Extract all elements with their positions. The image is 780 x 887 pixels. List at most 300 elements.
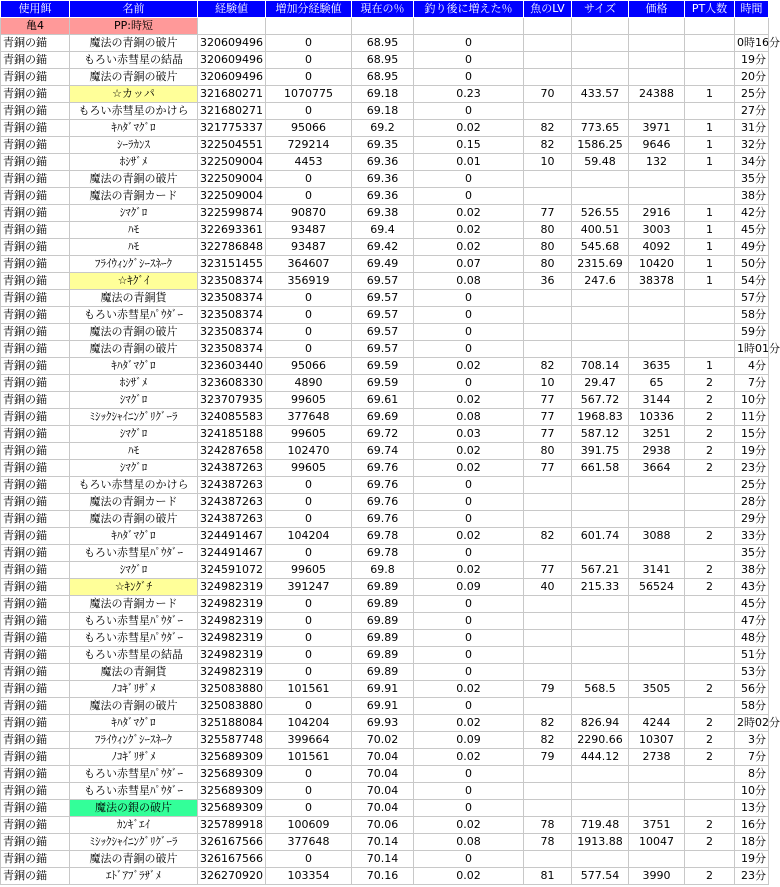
cell-price[interactable] [629, 613, 685, 630]
cell-price[interactable]: 9646 [629, 137, 685, 154]
cell-exp-gain[interactable]: 0 [266, 698, 352, 715]
cell-bait[interactable]: 青銅の錨 [1, 630, 70, 647]
cell-pt-count[interactable]: 2 [685, 834, 735, 851]
cell-size[interactable] [572, 494, 629, 511]
cell-pt-count[interactable] [685, 630, 735, 647]
cell-pt-count[interactable] [685, 545, 735, 562]
cell-bait[interactable]: 青銅の錨 [1, 341, 70, 358]
cell-fish-lv[interactable] [524, 596, 572, 613]
cell-exp-gain[interactable]: 100609 [266, 817, 352, 834]
cell-bait[interactable]: 青銅の錨 [1, 511, 70, 528]
cell-name[interactable]: もろい赤彗星の結晶 [70, 52, 198, 69]
cell-pt-count[interactable]: 1 [685, 222, 735, 239]
cell-size[interactable]: 59.48 [572, 154, 629, 171]
subheader-bait[interactable]: 亀4 [1, 18, 70, 35]
cell-time[interactable]: 53分 [735, 664, 769, 681]
cell-pct-gain[interactable]: 0.08 [414, 834, 524, 851]
cell-bait[interactable]: 青銅の錨 [1, 290, 70, 307]
cell-bait[interactable]: 青銅の錨 [1, 426, 70, 443]
cell-fish-lv[interactable] [524, 290, 572, 307]
cell-pct-gain[interactable]: 0 [414, 477, 524, 494]
cell-pct-gain[interactable]: 0.07 [414, 256, 524, 273]
cell-price[interactable] [629, 188, 685, 205]
cell-price[interactable] [629, 103, 685, 120]
cell-time[interactable]: 45分 [735, 596, 769, 613]
cell-exp-gain[interactable]: 95066 [266, 120, 352, 137]
cell-pct-gain[interactable]: 0 [414, 103, 524, 120]
cell-exp-gain[interactable]: 0 [266, 171, 352, 188]
cell-fish-lv[interactable]: 82 [524, 120, 572, 137]
cell-exp-gain[interactable]: 0 [266, 69, 352, 86]
cell-pt-count[interactable] [685, 698, 735, 715]
cell-bait[interactable]: 青銅の錨 [1, 800, 70, 817]
cell-exp-gain[interactable]: 0 [266, 766, 352, 783]
cell-size[interactable] [572, 545, 629, 562]
cell-pt-count[interactable]: 2 [685, 426, 735, 443]
cell-name[interactable]: ｼﾏｸﾞﾛ [70, 562, 198, 579]
cell-price[interactable]: 3003 [629, 222, 685, 239]
cell-pt-count[interactable] [685, 290, 735, 307]
cell-bait[interactable]: 青銅の錨 [1, 273, 70, 290]
cell-exp-gain[interactable]: 0 [266, 103, 352, 120]
cell-price[interactable] [629, 545, 685, 562]
cell-fish-lv[interactable] [524, 494, 572, 511]
table-cell[interactable] [198, 18, 266, 35]
cell-size[interactable]: 577.54 [572, 868, 629, 885]
cell-pt-count[interactable] [685, 307, 735, 324]
cell-current-pct[interactable]: 69.57 [352, 341, 414, 358]
cell-bait[interactable]: 青銅の錨 [1, 375, 70, 392]
cell-time[interactable]: 42分 [735, 205, 769, 222]
cell-size[interactable]: 444.12 [572, 749, 629, 766]
cell-exp[interactable]: 324982319 [198, 579, 266, 596]
cell-pct-gain[interactable]: 0 [414, 596, 524, 613]
cell-exp-gain[interactable]: 0 [266, 664, 352, 681]
cell-time[interactable]: 11分 [735, 409, 769, 426]
cell-price[interactable] [629, 69, 685, 86]
cell-time[interactable]: 13分 [735, 800, 769, 817]
cell-fish-lv[interactable]: 82 [524, 732, 572, 749]
header-exp-gain[interactable]: 増加分経験値 [266, 1, 352, 18]
cell-pct-gain[interactable]: 0 [414, 613, 524, 630]
cell-size[interactable] [572, 766, 629, 783]
cell-exp[interactable]: 323151455 [198, 256, 266, 273]
cell-fish-lv[interactable] [524, 545, 572, 562]
cell-time[interactable]: 15分 [735, 426, 769, 443]
cell-pt-count[interactable]: 2 [685, 409, 735, 426]
cell-exp-gain[interactable]: 0 [266, 545, 352, 562]
cell-pt-count[interactable]: 1 [685, 256, 735, 273]
cell-current-pct[interactable]: 69.76 [352, 494, 414, 511]
cell-price[interactable]: 3251 [629, 426, 685, 443]
cell-current-pct[interactable]: 69.69 [352, 409, 414, 426]
cell-time[interactable]: 3分 [735, 732, 769, 749]
cell-current-pct[interactable]: 70.04 [352, 766, 414, 783]
cell-exp[interactable]: 323508374 [198, 307, 266, 324]
header-pct-gain[interactable]: 釣り後に増えた％ [414, 1, 524, 18]
cell-price[interactable]: 3144 [629, 392, 685, 409]
cell-exp-gain[interactable]: 0 [266, 800, 352, 817]
cell-exp[interactable]: 325083880 [198, 698, 266, 715]
table-cell[interactable] [352, 18, 414, 35]
cell-size[interactable]: 433.57 [572, 86, 629, 103]
header-time[interactable]: 時間 [735, 1, 769, 18]
cell-fish-lv[interactable]: 77 [524, 426, 572, 443]
cell-pt-count[interactable]: 1 [685, 137, 735, 154]
cell-fish-lv[interactable] [524, 477, 572, 494]
cell-fish-lv[interactable]: 80 [524, 443, 572, 460]
cell-name[interactable]: ﾎｼｻﾞﾒ [70, 375, 198, 392]
cell-bait[interactable]: 青銅の錨 [1, 783, 70, 800]
cell-fish-lv[interactable] [524, 35, 572, 52]
cell-time[interactable]: 1時01分 [735, 341, 769, 358]
cell-current-pct[interactable]: 69.74 [352, 443, 414, 460]
cell-name[interactable]: ｼﾏｸﾞﾛ [70, 392, 198, 409]
cell-time[interactable]: 35分 [735, 171, 769, 188]
cell-current-pct[interactable]: 69.76 [352, 511, 414, 528]
cell-size[interactable]: 567.72 [572, 392, 629, 409]
cell-exp[interactable]: 325789918 [198, 817, 266, 834]
cell-pct-gain[interactable]: 0.02 [414, 528, 524, 545]
cell-time[interactable]: 19分 [735, 443, 769, 460]
cell-current-pct[interactable]: 69.91 [352, 698, 414, 715]
cell-pct-gain[interactable]: 0.02 [414, 120, 524, 137]
cell-price[interactable]: 24388 [629, 86, 685, 103]
cell-bait[interactable]: 青銅の錨 [1, 834, 70, 851]
cell-time[interactable]: 38分 [735, 188, 769, 205]
cell-time[interactable]: 57分 [735, 290, 769, 307]
cell-time[interactable]: 23分 [735, 868, 769, 885]
cell-exp[interactable]: 325689309 [198, 800, 266, 817]
cell-exp-gain[interactable]: 103354 [266, 868, 352, 885]
cell-pct-gain[interactable]: 0.03 [414, 426, 524, 443]
cell-fish-lv[interactable] [524, 341, 572, 358]
cell-current-pct[interactable]: 69.89 [352, 647, 414, 664]
cell-current-pct[interactable]: 69.78 [352, 528, 414, 545]
cell-pt-count[interactable] [685, 664, 735, 681]
cell-price[interactable] [629, 324, 685, 341]
cell-exp[interactable]: 324387263 [198, 477, 266, 494]
cell-price[interactable]: 3751 [629, 817, 685, 834]
cell-exp[interactable]: 324591072 [198, 562, 266, 579]
cell-fish-lv[interactable]: 70 [524, 86, 572, 103]
cell-bait[interactable]: 青銅の錨 [1, 715, 70, 732]
cell-name[interactable]: ｼﾏｸﾞﾛ [70, 426, 198, 443]
cell-pt-count[interactable]: 1 [685, 154, 735, 171]
cell-exp[interactable]: 323608330 [198, 375, 266, 392]
cell-bait[interactable]: 青銅の錨 [1, 392, 70, 409]
cell-bait[interactable]: 青銅の錨 [1, 120, 70, 137]
cell-fish-lv[interactable]: 82 [524, 528, 572, 545]
cell-price[interactable] [629, 494, 685, 511]
cell-pct-gain[interactable]: 0.02 [414, 239, 524, 256]
cell-pct-gain[interactable]: 0.09 [414, 579, 524, 596]
cell-time[interactable]: 43分 [735, 579, 769, 596]
cell-time[interactable]: 25分 [735, 477, 769, 494]
cell-name[interactable]: ﾐｼｯｸｼｬｲﾆﾝｸﾞﾘｸﾞｰﾗ [70, 834, 198, 851]
cell-pt-count[interactable] [685, 800, 735, 817]
cell-price[interactable] [629, 664, 685, 681]
cell-current-pct[interactable]: 69.89 [352, 596, 414, 613]
cell-current-pct[interactable]: 69.57 [352, 273, 414, 290]
cell-time[interactable]: 8分 [735, 766, 769, 783]
table-cell[interactable] [266, 18, 352, 35]
cell-name[interactable]: もろい赤彗星ﾊﾟｳﾀﾞｰ [70, 613, 198, 630]
cell-exp-gain[interactable]: 0 [266, 851, 352, 868]
cell-current-pct[interactable]: 70.16 [352, 868, 414, 885]
cell-pt-count[interactable] [685, 613, 735, 630]
cell-current-pct[interactable]: 69.76 [352, 460, 414, 477]
cell-time[interactable]: 50分 [735, 256, 769, 273]
cell-pct-gain[interactable]: 0 [414, 69, 524, 86]
cell-exp-gain[interactable]: 0 [266, 324, 352, 341]
cell-size[interactable] [572, 341, 629, 358]
cell-fish-lv[interactable] [524, 851, 572, 868]
cell-name[interactable]: もろい赤彗星のかけら [70, 477, 198, 494]
cell-size[interactable] [572, 783, 629, 800]
cell-size[interactable]: 601.74 [572, 528, 629, 545]
cell-bait[interactable]: 青銅の錨 [1, 460, 70, 477]
cell-exp[interactable]: 324982319 [198, 613, 266, 630]
cell-size[interactable]: 247.6 [572, 273, 629, 290]
cell-size[interactable] [572, 188, 629, 205]
cell-time[interactable]: 32分 [735, 137, 769, 154]
cell-name[interactable]: ｷﾊﾀﾞﾏｸﾞﾛ [70, 120, 198, 137]
cell-exp-gain[interactable]: 0 [266, 188, 352, 205]
cell-current-pct[interactable]: 69.35 [352, 137, 414, 154]
cell-pt-count[interactable] [685, 647, 735, 664]
cell-size[interactable] [572, 324, 629, 341]
cell-size[interactable] [572, 511, 629, 528]
cell-price[interactable]: 10307 [629, 732, 685, 749]
cell-size[interactable]: 526.55 [572, 205, 629, 222]
cell-time[interactable]: 0時16分 [735, 35, 769, 52]
cell-name[interactable]: ｷﾊﾀﾞﾏｸﾞﾛ [70, 528, 198, 545]
cell-exp[interactable]: 325689309 [198, 766, 266, 783]
cell-time[interactable]: 25分 [735, 86, 769, 103]
cell-price[interactable]: 132 [629, 154, 685, 171]
cell-current-pct[interactable]: 69.57 [352, 290, 414, 307]
cell-pt-count[interactable]: 1 [685, 239, 735, 256]
cell-pt-count[interactable] [685, 341, 735, 358]
cell-exp[interactable]: 322504551 [198, 137, 266, 154]
cell-time[interactable]: 2時02分 [735, 715, 769, 732]
cell-exp[interactable]: 322693361 [198, 222, 266, 239]
cell-bait[interactable]: 青銅の錨 [1, 35, 70, 52]
cell-bait[interactable]: 青銅の錨 [1, 494, 70, 511]
cell-time[interactable]: 7分 [735, 749, 769, 766]
cell-size[interactable] [572, 35, 629, 52]
cell-fish-lv[interactable] [524, 324, 572, 341]
cell-fish-lv[interactable]: 80 [524, 256, 572, 273]
cell-price[interactable] [629, 35, 685, 52]
cell-current-pct[interactable]: 69.36 [352, 171, 414, 188]
cell-pt-count[interactable] [685, 596, 735, 613]
cell-price[interactable] [629, 630, 685, 647]
cell-bait[interactable]: 青銅の錨 [1, 103, 70, 120]
cell-size[interactable]: 661.58 [572, 460, 629, 477]
cell-exp[interactable]: 324982319 [198, 647, 266, 664]
cell-current-pct[interactable]: 70.02 [352, 732, 414, 749]
cell-time[interactable]: 28分 [735, 494, 769, 511]
cell-size[interactable] [572, 630, 629, 647]
cell-fish-lv[interactable]: 10 [524, 375, 572, 392]
cell-size[interactable] [572, 171, 629, 188]
cell-exp[interactable]: 323603440 [198, 358, 266, 375]
cell-name[interactable]: もろい赤彗星ﾊﾟｳﾀﾞｰ [70, 545, 198, 562]
cell-current-pct[interactable]: 69.8 [352, 562, 414, 579]
cell-bait[interactable]: 青銅の錨 [1, 579, 70, 596]
cell-name[interactable]: 魔法の青銅の破片 [70, 324, 198, 341]
cell-name[interactable]: もろい赤彗星ﾊﾟｳﾀﾞｰ [70, 783, 198, 800]
cell-bait[interactable]: 青銅の錨 [1, 222, 70, 239]
cell-name[interactable]: もろい赤彗星ﾊﾟｳﾀﾞｰ [70, 307, 198, 324]
cell-current-pct[interactable]: 69.57 [352, 324, 414, 341]
cell-fish-lv[interactable]: 77 [524, 460, 572, 477]
cell-pct-gain[interactable]: 0 [414, 511, 524, 528]
cell-exp[interactable]: 324491467 [198, 545, 266, 562]
cell-exp[interactable]: 322509004 [198, 171, 266, 188]
cell-time[interactable]: 51分 [735, 647, 769, 664]
cell-price[interactable] [629, 698, 685, 715]
cell-exp-gain[interactable]: 0 [266, 494, 352, 511]
cell-pct-gain[interactable]: 0.02 [414, 715, 524, 732]
cell-bait[interactable]: 青銅の錨 [1, 477, 70, 494]
cell-fish-lv[interactable]: 77 [524, 392, 572, 409]
cell-bait[interactable]: 青銅の錨 [1, 698, 70, 715]
cell-price[interactable]: 3505 [629, 681, 685, 698]
cell-name[interactable]: ｶﾝｷﾞｴｲ [70, 817, 198, 834]
cell-price[interactable] [629, 171, 685, 188]
cell-exp[interactable]: 324387263 [198, 511, 266, 528]
cell-name[interactable]: ﾌﾗｲｳｨﾝｸﾞｼｰｽﾈｰｸ [70, 732, 198, 749]
cell-exp-gain[interactable]: 0 [266, 783, 352, 800]
cell-name[interactable]: ﾊﾓ [70, 443, 198, 460]
cell-current-pct[interactable]: 69.72 [352, 426, 414, 443]
cell-current-pct[interactable]: 69.61 [352, 392, 414, 409]
cell-price[interactable] [629, 477, 685, 494]
cell-size[interactable] [572, 698, 629, 715]
cell-exp-gain[interactable]: 93487 [266, 239, 352, 256]
cell-time[interactable]: 31分 [735, 120, 769, 137]
cell-pt-count[interactable]: 2 [685, 868, 735, 885]
cell-size[interactable]: 2315.69 [572, 256, 629, 273]
cell-bait[interactable]: 青銅の錨 [1, 188, 70, 205]
cell-pct-gain[interactable]: 0.08 [414, 409, 524, 426]
cell-pct-gain[interactable]: 0 [414, 800, 524, 817]
cell-exp[interactable]: 321775337 [198, 120, 266, 137]
header-size[interactable]: サイズ [572, 1, 629, 18]
cell-price[interactable] [629, 647, 685, 664]
cell-size[interactable] [572, 307, 629, 324]
cell-price[interactable]: 10420 [629, 256, 685, 273]
cell-size[interactable]: 587.12 [572, 426, 629, 443]
cell-exp[interactable]: 324491467 [198, 528, 266, 545]
cell-size[interactable]: 215.33 [572, 579, 629, 596]
cell-size[interactable]: 391.75 [572, 443, 629, 460]
cell-price[interactable] [629, 290, 685, 307]
cell-fish-lv[interactable]: 40 [524, 579, 572, 596]
cell-current-pct[interactable]: 69.78 [352, 545, 414, 562]
cell-price[interactable]: 3088 [629, 528, 685, 545]
cell-pt-count[interactable] [685, 171, 735, 188]
cell-name[interactable]: 魔法の青銅の破片 [70, 511, 198, 528]
cell-name[interactable]: 魔法の銀の破片 [70, 800, 198, 817]
cell-pt-count[interactable]: 2 [685, 579, 735, 596]
cell-name[interactable]: ☆カッパ [70, 86, 198, 103]
cell-time[interactable]: 10分 [735, 783, 769, 800]
cell-time[interactable]: 7分 [735, 375, 769, 392]
cell-exp[interactable]: 322509004 [198, 154, 266, 171]
cell-time[interactable]: 58分 [735, 307, 769, 324]
cell-size[interactable]: 708.14 [572, 358, 629, 375]
cell-exp[interactable]: 320609496 [198, 35, 266, 52]
cell-time[interactable]: 58分 [735, 698, 769, 715]
cell-size[interactable] [572, 290, 629, 307]
cell-size[interactable]: 826.94 [572, 715, 629, 732]
cell-name[interactable]: 魔法の青銅の破片 [70, 341, 198, 358]
header-fish-lv[interactable]: 魚のLV [524, 1, 572, 18]
cell-exp-gain[interactable]: 101561 [266, 749, 352, 766]
cell-exp-gain[interactable]: 377648 [266, 409, 352, 426]
cell-fish-lv[interactable] [524, 783, 572, 800]
cell-current-pct[interactable]: 68.95 [352, 69, 414, 86]
cell-price[interactable]: 3635 [629, 358, 685, 375]
cell-current-pct[interactable]: 69.49 [352, 256, 414, 273]
cell-pct-gain[interactable]: 0 [414, 171, 524, 188]
cell-fish-lv[interactable]: 77 [524, 205, 572, 222]
cell-bait[interactable]: 青銅の錨 [1, 817, 70, 834]
cell-pt-count[interactable]: 2 [685, 375, 735, 392]
cell-pt-count[interactable] [685, 69, 735, 86]
cell-current-pct[interactable]: 69.89 [352, 630, 414, 647]
cell-pct-gain[interactable]: 0.02 [414, 749, 524, 766]
cell-current-pct[interactable]: 69.59 [352, 375, 414, 392]
cell-fish-lv[interactable] [524, 647, 572, 664]
cell-exp-gain[interactable]: 0 [266, 630, 352, 647]
header-name[interactable]: 名前 [70, 1, 198, 18]
cell-bait[interactable]: 青銅の錨 [1, 732, 70, 749]
cell-bait[interactable]: 青銅の錨 [1, 868, 70, 885]
cell-current-pct[interactable]: 69.93 [352, 715, 414, 732]
table-cell[interactable] [629, 18, 685, 35]
cell-price[interactable] [629, 307, 685, 324]
cell-name[interactable]: もろい赤彗星ﾊﾟｳﾀﾞｰ [70, 630, 198, 647]
table-cell[interactable] [735, 18, 769, 35]
cell-price[interactable] [629, 800, 685, 817]
cell-current-pct[interactable]: 69.38 [352, 205, 414, 222]
cell-name[interactable]: 魔法の青銅カード [70, 494, 198, 511]
cell-time[interactable]: 49分 [735, 239, 769, 256]
cell-pt-count[interactable]: 2 [685, 749, 735, 766]
cell-bait[interactable]: 青銅の錨 [1, 409, 70, 426]
cell-bait[interactable]: 青銅の錨 [1, 664, 70, 681]
cell-current-pct[interactable]: 69.36 [352, 188, 414, 205]
cell-name[interactable]: ﾐｼｯｸｼｬｲﾆﾝｸﾞﾘｸﾞｰﾗ [70, 409, 198, 426]
cell-bait[interactable]: 青銅の錨 [1, 562, 70, 579]
cell-current-pct[interactable]: 68.95 [352, 35, 414, 52]
cell-exp[interactable]: 324287658 [198, 443, 266, 460]
cell-fish-lv[interactable]: 77 [524, 409, 572, 426]
cell-name[interactable]: ☆ｷｸﾞｲ [70, 273, 198, 290]
cell-exp-gain[interactable]: 0 [266, 290, 352, 307]
cell-fish-lv[interactable] [524, 766, 572, 783]
cell-size[interactable] [572, 613, 629, 630]
cell-name[interactable]: ｼｰﾗｶﾝｽ [70, 137, 198, 154]
cell-fish-lv[interactable] [524, 613, 572, 630]
cell-exp-gain[interactable]: 99605 [266, 562, 352, 579]
cell-name[interactable]: 魔法の青銅の破片 [70, 171, 198, 188]
